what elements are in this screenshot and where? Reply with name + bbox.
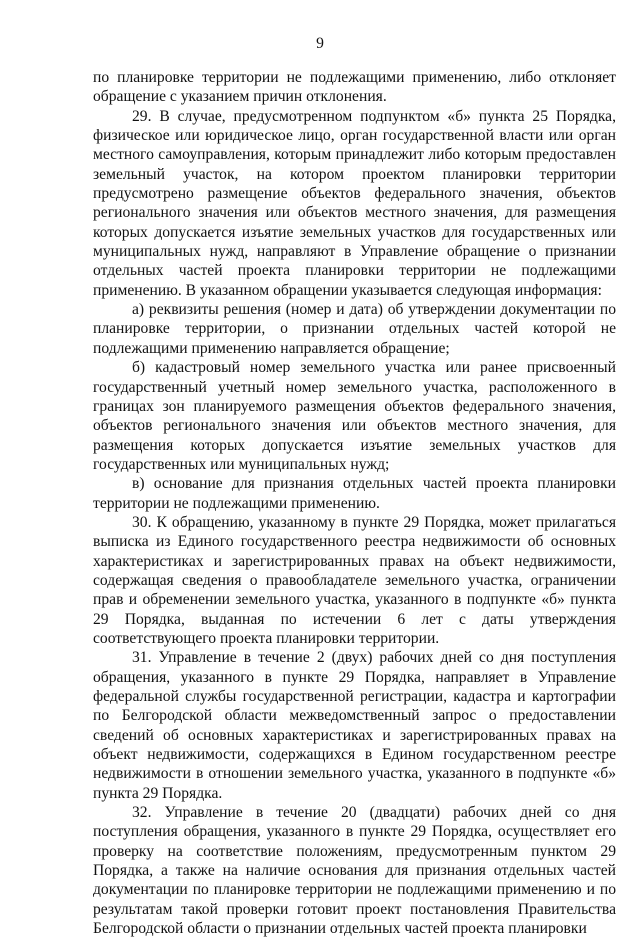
paragraph-29-b: б) кадастровый номер земельного участка или ранее присвоенный государственный учетный номер земельного участка, расположенного в границах зон планируемого размещения объектов федерального значения, объектов регионального значения или объектов местного значения, для размещения которых допускается изъятие земельных участков для государственных или муниципальных нужд;	[93, 359, 616, 473]
paragraph-29: 29. В случае, предусмотренном подпунктом «б» пункта 25 Порядка, физическое или юридическое лицо, орган государственной власти или орган местного самоуправления, которым принадлежит либо которым предоставлен земельный участок, на котором проектом планировки территории предусмотрено размещение объектов федерального значения, объектов регионального значения или объектов местного значения, для размещения которых допускается изъятие земельных участков для государственных или муниципальных нужд, направляют в Управление обращение о признании отдельных частей проекта планировки территории не подлежащими применению. В указанном обращении указывается следующая информация:	[93, 107, 616, 299]
paragraph-30: 30. К обращению, указанному в пункте 29 Порядка, может прилагаться выписка из Единого государственного реестра недвижимости об основных характеристиках и зарегистрированных правах на объект недвижимости, содержащая сведения о правообладателе земельного участка, ограничении прав и обременении земельного участка, указанного в подпункте «б» пункта 29 Порядка, выданная по истечении 6 лет с даты утверждения соответствующего проекта планировки территории.	[93, 513, 616, 647]
page-number: 9	[316, 35, 324, 52]
document-body	[93, 68, 616, 938]
paragraph-29-v: в) основание для признания отдельных частей проекта планировки территории не подлежащими применению.	[93, 475, 616, 512]
paragraph-continuation: по планировке территории не подлежащими применению, либо отклоняет обращение с указанием причин отклонения.	[93, 69, 616, 106]
paragraph-32: 32. Управление в течение 20 (двадцати) рабочих дней со дня поступления обращения, указанного в пункте 29 Порядка, осуществляет его проверку на соответствие положениям, предусмотренным пунктом 29 Порядка, а также на наличие основания для признания отдельных частей документации по планировке территории не подлежащими применению и по результатам такой проверки готовит проект постановления Правительства Белгородской области о признании отдельных частей проекта планировки	[93, 804, 616, 938]
paragraph-29-a: а) реквизиты решения (номер и дата) об утверждении документации по планировке территории, о признании отдельных частей которой не подлежащими применению направляется обращение;	[93, 301, 616, 357]
paragraph-31: 31. Управление в течение 2 (двух) рабочих дней со дня поступления обращения, указанного в пункте 29 Порядка, направляет в Управление федеральной службы государственной регистрации, кадастра и картографии по Белгородской области межведомственный запрос о предоставлении сведений об основных характеристиках и зарегистрированных правах на объект недвижимости, содержащихся в Едином государственном реестре недвижимости в отношении земельного участка, указанного в подпункте «б» пункта 29 Порядка.	[93, 649, 616, 802]
